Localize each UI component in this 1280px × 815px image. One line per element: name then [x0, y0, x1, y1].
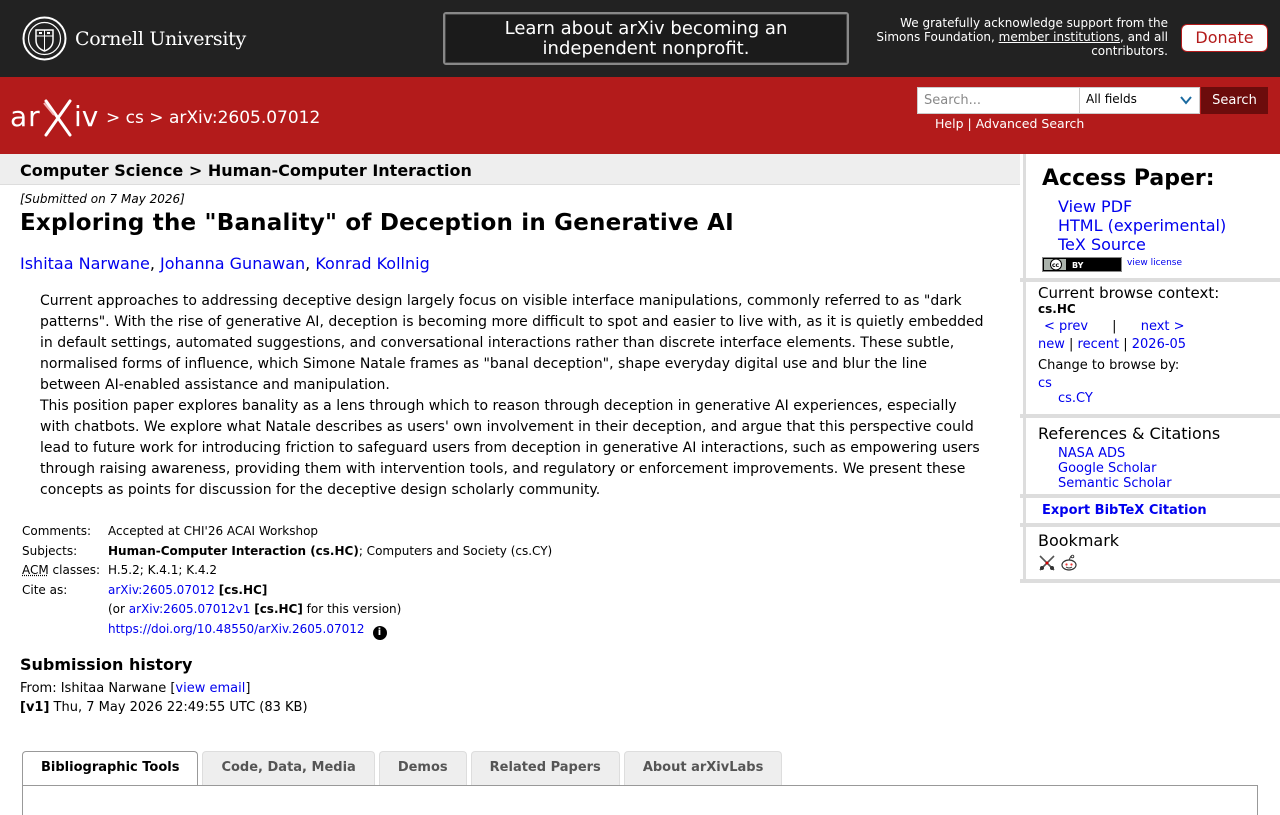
export-bibtex-link[interactable]: Export BibTeX Citation [1042, 503, 1207, 518]
search-field-selected: All fields [1086, 92, 1137, 106]
cite-version-link[interactable]: arXiv:2605.07012v1 [128, 602, 251, 616]
tex-source-link[interactable]: TeX Source [1058, 235, 1146, 254]
secondary-subjects: ; Computers and Society (cs.CY) [358, 543, 553, 558]
comments-label: Comments: [22, 524, 92, 538]
breadcrumb [106, 108, 320, 128]
advanced-search-link[interactable]: Advanced Search [975, 116, 1085, 131]
subjects-value [106, 543, 554, 563]
cornell-logo-link[interactable] [22, 16, 246, 61]
author-list [20, 254, 430, 273]
comments-value: Accepted at CHI'26 ACAI Workshop [108, 524, 319, 538]
bookmark-heading: Bookmark [1038, 531, 1120, 550]
nav-separator: | [1123, 337, 1128, 352]
doi-row [20, 621, 554, 641]
tab-demos[interactable]: Demos [379, 751, 467, 785]
html-experimental-link[interactable]: HTML (experimental) [1058, 216, 1227, 235]
or-suffix: for this version) [302, 602, 402, 616]
acm-value: H.5.2; K.4.1; K.4.2 [108, 563, 217, 577]
acm-label [20, 562, 106, 582]
view-email-link[interactable]: view email [175, 681, 246, 696]
tab-about-arxivlabs[interactable]: About arXivLabs [624, 751, 783, 785]
submission-history-heading: Submission history [20, 655, 193, 674]
author-separator: , [305, 254, 311, 273]
member-institutions-link[interactable]: member institutions [998, 30, 1120, 44]
tab-code-data-media[interactable]: Code, Data, Media [202, 751, 374, 785]
chevron-down-icon [1179, 93, 1193, 107]
nasa-ads-link[interactable]: NASA ADS [1058, 446, 1126, 461]
abstract-paragraph: Current approaches to addressing deceptive design largely focus on visible interface manipulations, commonly referred to as "dark patterns". With the rise of generative AI, deception is becoming more difficult to spot and easier to live with, as it is quietly embedded in default settings, automated suggestions, and conversational interactions rather than discrete interface elements. These subtle, normalised forms of influence, which Simone Natale frames as "banal deception", shape everyday digital use and blur the line between AI-enabled assistance and manipulation. [40, 293, 984, 393]
comments-row [20, 523, 554, 543]
google-scholar-link[interactable]: Google Scholar [1058, 461, 1157, 476]
new-link[interactable]: new [1038, 337, 1065, 352]
view-license-link[interactable]: view license [1127, 258, 1183, 268]
paper-title: Exploring the "Banality" of Deception in Generative AI [20, 210, 734, 236]
top-banner [0, 0, 1280, 77]
cc-by-badge[interactable] [1042, 257, 1122, 272]
search-form [917, 87, 1268, 114]
help-separator: | [967, 116, 972, 131]
month-link[interactable]: 2026-05 [1131, 337, 1187, 352]
from-prefix: From: Ishitaa Narwane [ [20, 681, 176, 696]
browse-listing-links [1038, 337, 1186, 352]
reddit-icon[interactable] [1060, 554, 1078, 572]
breadcrumb-paper-id: arXiv:2605.07012 [168, 108, 321, 128]
from-suffix: ] [245, 681, 251, 696]
nonprofit-promo-link[interactable]: Learn about arXiv becoming an independent nonprofit. [443, 12, 849, 65]
svg-text:cc: cc [1052, 262, 1060, 269]
bookmark-icons [1038, 554, 1078, 572]
version-detail: Thu, 7 May 2026 22:49:55 UTC (83 KB) [53, 700, 308, 715]
cite-version-row [20, 601, 554, 621]
acm-label-suffix: classes: [48, 563, 101, 577]
help-link[interactable]: Help [935, 116, 964, 131]
nav-separator: | [1069, 337, 1074, 352]
cite-value [106, 582, 554, 602]
donate-button[interactable]: Donate [1181, 24, 1268, 52]
version-entry [20, 700, 308, 715]
sidebar-divider [1020, 579, 1280, 583]
subjects-row [20, 543, 554, 563]
ack-text-prefix: We gratefully acknowledge support from the Simons Foundation, [876, 16, 1168, 44]
browse-context-heading: Current browse context: [1038, 284, 1220, 302]
submitter-line [20, 681, 250, 696]
search-field-select[interactable] [1079, 87, 1200, 114]
cite-row [20, 582, 554, 602]
access-paper-heading: Access Paper: [1042, 166, 1215, 191]
bibsonomy-icon[interactable] [1038, 554, 1056, 572]
or-prefix: (or [108, 602, 129, 616]
browse-cs-link[interactable]: cs [1038, 376, 1052, 391]
svg-text:iv: iv [74, 100, 99, 133]
cite-category: [cs.HC] [218, 582, 268, 597]
acm-row [20, 562, 554, 582]
cite-version-value [106, 601, 554, 621]
browse-cscy-link[interactable]: cs.CY [1058, 391, 1093, 406]
site-header [0, 77, 1280, 154]
breadcrumb-separator: > [149, 108, 164, 128]
info-icon[interactable]: i [373, 626, 387, 640]
empty-cell [20, 601, 106, 621]
doi-link[interactable]: https://doi.org/10.48550/arXiv.2605.07012 [108, 621, 365, 636]
ack-text-suffix: , and all contributors. [1091, 30, 1168, 58]
subjects-label: Subjects: [22, 543, 78, 558]
submission-date: [Submitted on 7 May 2026] [20, 192, 185, 206]
acm-abbr: ACM [22, 563, 49, 577]
semantic-scholar-link[interactable]: Semantic Scholar [1058, 476, 1172, 491]
author-link[interactable]: Johanna Gunawan [160, 254, 306, 273]
subject-heading: Computer Science > Human-Computer Interaction [0, 154, 1020, 185]
sidebar [1020, 154, 1280, 800]
browse-context-category: cs.HC [1038, 302, 1076, 316]
recent-link[interactable]: recent [1077, 337, 1120, 352]
cornell-seal-icon [22, 16, 67, 61]
empty-cell [20, 621, 106, 641]
arxiv-logo[interactable] [10, 97, 102, 137]
next-link[interactable]: next > [1140, 319, 1185, 334]
search-help-links [935, 116, 1084, 131]
primary-subject: Human-Computer Interaction (cs.HC) [108, 543, 359, 558]
svg-text:ar: ar [10, 100, 41, 133]
change-browse-label: Change to browse by: [1038, 358, 1180, 373]
breadcrumb-separator: > [106, 108, 121, 128]
metadata-table [20, 523, 554, 641]
version-tag: [v1] [20, 700, 50, 715]
references-heading: References & Citations [1038, 424, 1221, 443]
prev-link[interactable]: < prev [1044, 319, 1089, 334]
search-button[interactable]: Search [1201, 87, 1268, 114]
access-links [1058, 197, 1226, 254]
breadcrumb-cs-link[interactable]: cs [125, 108, 144, 128]
cite-version-category: [cs.HC] [254, 602, 303, 616]
author-link[interactable]: Konrad Kollnig [315, 254, 430, 273]
cornell-name: Cornell University [75, 27, 246, 50]
tab-bibliographic-tools[interactable]: Bibliographic Tools [22, 751, 198, 786]
tab-related-papers[interactable]: Related Papers [471, 751, 620, 785]
svg-text:BY: BY [1072, 261, 1084, 270]
nav-separator: | [1112, 319, 1117, 334]
abstract-paragraph: This position paper explores banality as a lens through which to reason through deception in generative AI experiences, especially with chatbots. We explore what Natale describes as users' own involvement in their deception, and argue that this perspective could lead to future work for introducing friction to safeguard users from deception in generative AI interactions, such as empowering users through raising awareness, providing them with intervention tools, and regulatory or enforcement improvements. We present these concepts as points for discussion for the deceptive design scholarly community. [40, 398, 980, 498]
cite-label: Cite as: [22, 582, 68, 597]
doi-value [106, 621, 554, 641]
labs-tabs [22, 751, 786, 786]
search-input[interactable] [917, 87, 1079, 114]
browse-prev-next [1038, 319, 1258, 334]
references-links [1058, 446, 1172, 491]
view-pdf-link[interactable]: View PDF [1058, 197, 1133, 216]
abstract [40, 291, 985, 501]
author-link[interactable]: Ishitaa Narwane [20, 254, 150, 273]
support-acknowledgement [864, 16, 1168, 58]
author-separator: , [149, 254, 155, 273]
cite-id-link[interactable]: arXiv:2605.07012 [108, 582, 215, 597]
